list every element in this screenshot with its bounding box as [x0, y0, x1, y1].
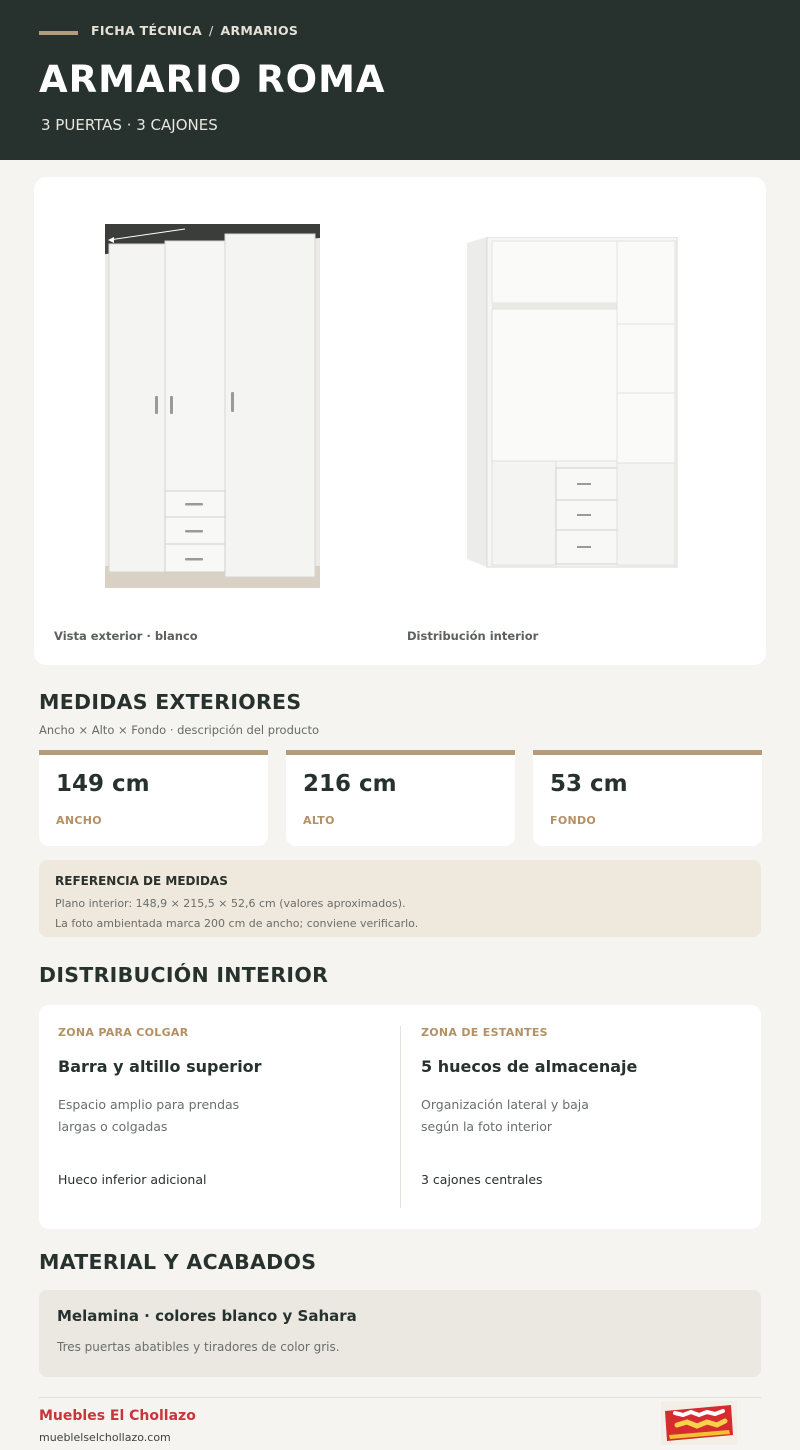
gallery-caption-exterior: Vista exterior · blanco: [54, 629, 198, 643]
distribution-card: [39, 1005, 761, 1229]
zone-description: según la foto interior: [421, 1119, 553, 1134]
zone-description: largas o colgadas: [58, 1119, 168, 1134]
dimensions-reference-note: [39, 860, 761, 937]
wardrobe-open-photo[interactable]: [461, 237, 681, 573]
material-title: MATERIAL Y ACABADOS: [39, 1250, 317, 1274]
footer-divider: [39, 1397, 761, 1398]
footer-site-link[interactable]: mueblelselchollazo.com: [39, 1431, 171, 1444]
dimension-value: 149 cm: [56, 771, 150, 797]
material-heading: Melamina · colores blanco y Sahara: [57, 1307, 357, 1325]
breadcrumb-item-armarios[interactable]: ARMARIOS: [220, 23, 299, 38]
footer-brand: Muebles El Chollazo: [39, 1408, 196, 1424]
header-accent-rule: [39, 31, 78, 35]
dimensions-subtitle: Ancho × Alto × Fondo · descripción del producto: [39, 723, 320, 737]
dimension-card-alto: [286, 750, 515, 846]
breadcrumb: [91, 23, 298, 38]
hanging-zone: [58, 1005, 358, 1229]
material-description: Tres puertas abatibles y tiradores de color gris.: [57, 1340, 340, 1354]
zone-heading: Barra y altillo superior: [58, 1057, 262, 1076]
wardrobe-closed-photo[interactable]: [105, 224, 320, 588]
breadcrumb-item-ficha[interactable]: FICHA TÉCNICA: [91, 23, 202, 38]
page-title: ARMARIO ROMA: [39, 58, 386, 101]
material-card: [39, 1290, 761, 1377]
gallery-caption-interior: Distribución interior: [407, 629, 539, 643]
dimension-label: FONDO: [550, 814, 597, 827]
shelves-zone: [421, 1005, 721, 1229]
zone-description: Espacio amplio para prendas: [58, 1097, 240, 1112]
zone-heading: 5 huecos de almacenaje: [421, 1057, 638, 1076]
note-line: La foto ambientada marca 200 cm de ancho; conviene verificarlo.: [55, 917, 419, 930]
muebles-el-chollazo-logo[interactable]: [661, 1401, 737, 1445]
zone-kicker: ZONA PARA COLGAR: [58, 1026, 189, 1039]
distribution-title: DISTRIBUCIÓN INTERIOR: [39, 963, 329, 987]
dimension-card-fondo: [533, 750, 762, 846]
product-gallery: [34, 177, 766, 665]
header-banner: [0, 0, 800, 160]
dimensions-title: MEDIDAS EXTERIORES: [39, 690, 302, 714]
page-subtitle: 3 PUERTAS · 3 CAJONES: [41, 116, 218, 134]
note-title: REFERENCIA DE MEDIDAS: [55, 874, 228, 888]
dimension-card-ancho: [39, 750, 268, 846]
zone-description: Organización lateral y baja: [421, 1097, 589, 1112]
dimension-value: 53 cm: [550, 771, 628, 797]
dimension-value: 216 cm: [303, 771, 397, 797]
zone-footer: 3 cajones centrales: [421, 1172, 543, 1187]
column-divider: [400, 1026, 401, 1208]
zone-footer: Hueco inferior adicional: [58, 1172, 207, 1187]
zone-kicker: ZONA DE ESTANTES: [421, 1026, 548, 1039]
dimension-label: ANCHO: [56, 814, 102, 827]
dimension-label: ALTO: [303, 814, 335, 827]
note-line: Plano interior: 148,9 × 215,5 × 52,6 cm (valores aproximados).: [55, 897, 406, 910]
breadcrumb-separator: /: [208, 23, 214, 38]
